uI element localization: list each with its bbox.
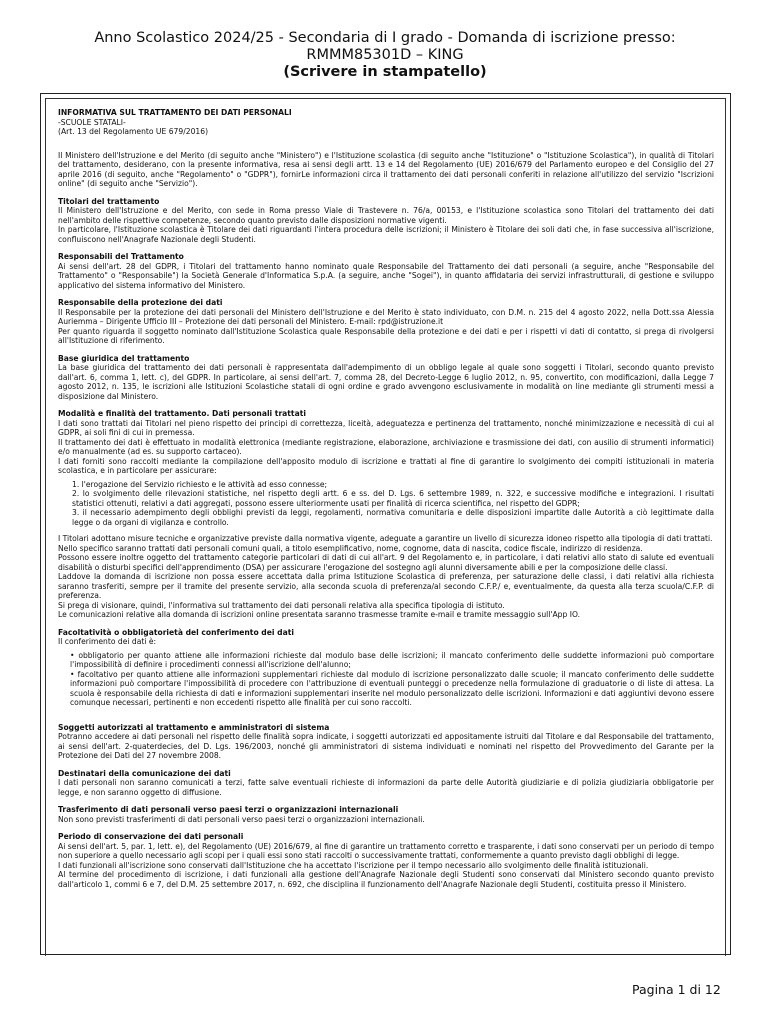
section-heading: Titolari del trattamento bbox=[58, 196, 160, 206]
paragraph: Non sono previsti trasferimenti di dati personali verso paesi terzi o organizzazioni internazionali. bbox=[58, 814, 425, 824]
paragraph: Potranno accedere ai dati personali nel rispetto delle finalità sopra indicate, i soggetti autorizzati ed appositamente istruiti dal Titolare e dal Responsabile del trattamento, ai sensi dell'art. 2-quaterdecies, del D. Lgs. 196/2003, nonché gli amministratori di sistema individuati e nominati nel rispetto del Provvedimento del Garante per la Protezione dei Dati del 27 novembre 2008. bbox=[58, 732, 714, 760]
paragraph: Ai sensi dell'art. 28 del GDPR, i Titolari del trattamento hanno nominato quale Responsabile del Trattamento dei dati personali (a seguire, anche "Responsabile del Trattamento" o "Responsabile") la Società Generale d'Informatica S.p.A. (a seguire, anche "Sogei"), in quanto affidataria dei servizi infrastrutturali, di gestione e sviluppo applicativo del sistema informativo del Ministero. bbox=[58, 261, 714, 290]
paragraph: I dati funzionali all'iscrizione sono conservati dall'Istituzione che ha accettato l'iscrizione per il tempo necessario allo svolgimento delle finalità istituzionali. bbox=[58, 860, 649, 870]
paragraph: Al termine del procedimento di iscrizione, i dati funzionali alla gestione dell'Anagrafe Nazionale degli Studenti sono conservati dal Ministero secondo quanto previsto dall'articolo 1, commi 6 e 7, del D.M. 25 settembre 2017, n. 692, che disciplina il funzionamento dell'Anagrafe Nazionale degli Studenti, costituita presso il Ministero. bbox=[58, 870, 714, 889]
section-heading: Facoltatività o obbligatorietà del conferimento dei dati bbox=[58, 627, 294, 637]
notice-subtitle: -SCUOLE STATALI- bbox=[58, 117, 126, 127]
paragraph: I dati personali non saranno comunicati a terzi, fatte salve eventuali richieste di informazioni da parte delle Autorità giudiziarie e di polizia giudiziaria obbligatorie per legge, e non saranno oggetto di diffusione. bbox=[58, 778, 714, 797]
section-heading: Responsabile della protezione dei dati bbox=[58, 298, 223, 307]
paragraph: Nello specifico saranno trattati dati personali comuni quali, a titolo esemplificativo, nome, cognome, data di nascita, codice fiscale, indirizzo di residenza. bbox=[58, 543, 643, 553]
paragraph: La base giuridica del trattamento dei dati personali è rappresentata dall'adempimento di un obbligo legale al quale sono soggetti i Titolari, secondo quanto previsto dall'art. 6, comma 1, lett. c), del GDPR. In particolare, ai sensi dell'art. 7, comma 28, del Decreto-Legge 6 luglio 2012, n. 95, convertito, con modificazioni, dalla Legge 7 agosto 2012, n. 135, le iscrizioni alle Istituzioni Scolastiche statali di ogni ordine e grado avvengono esclusivamente in modalità on line mediante gli strumenti messi a disposizione dal Ministero. bbox=[58, 363, 714, 401]
notice-title: INFORMATIVA SUL TRATTAMENTO DEI DATI PERSONALI bbox=[58, 108, 292, 117]
section-heading: Soggetti autorizzati al trattamento e amministratori di sistema bbox=[58, 722, 330, 732]
page-number: Pagina 1 di 12 bbox=[632, 982, 721, 997]
section-heading: Modalità e finalità del trattamento. Dati personali trattati bbox=[58, 409, 306, 418]
list-item: 3. il necessario adempimento degli obblighi previsti da leggi, regolamenti, normativa comunitaria e delle disposizioni impartite dalle Autorità a ciò legittimate dalla legge o da organi di vigilanza e controllo. bbox=[72, 508, 714, 527]
paragraph: I dati sono trattati dai Titolari nel pieno rispetto dei principi di correttezza, liceità, adeguatezza e pertinenza del trattamento, nonché minimizzazione e necessità di cui al GDPR, ai soli fini di cui in premessa. bbox=[58, 418, 714, 437]
section-heading: Base giuridica del trattamento bbox=[58, 353, 190, 363]
paragraph: In particolare, l'Istituzione scolastica è Titolare dei dati riguardanti l'intera procedura delle iscrizioni; il Ministero è Titolare dei soli dati che, in fase successiva all'iscrizione, confluiscono nell'Anagrafe Nazionale degli Studenti. bbox=[58, 225, 714, 244]
header-school-code: RMMM85301D – KING bbox=[306, 47, 464, 63]
paragraph: I Titolari adottano misure tecniche e organizzative previste dalla normativa vigente, adeguate a garantire un livello di sicurezza idoneo rispetto alla tipologia di dati trattati. bbox=[58, 534, 713, 543]
paragraph: Il conferimento dei dati è: bbox=[58, 637, 157, 646]
section-heading: Destinatari della comunicazione dei dati bbox=[58, 768, 231, 778]
section-heading: Responsabili del Trattamento bbox=[58, 252, 184, 261]
notice-reference: (Art. 13 del Regolamento UE 679/2016) bbox=[58, 127, 209, 136]
header-instruction: (Scrivere in stampatello) bbox=[283, 64, 487, 80]
paragraph: Ai sensi dell'art. 5, par. 1, lett. e), del Regolamento (UE) 2016/679, al fine di garantire un trattamento corretto e trasparente, i dati sono conservati per un periodo di tempo non superiore a quello necessario agli scopi per i quali essi sono stati raccolti o successivamente trattati, conformemente a quanto previsto dagli obblighi di legge. bbox=[58, 841, 714, 860]
document-header bbox=[0, 30, 770, 81]
header-title: Anno Scolastico 2024/25 - Secondaria di I grado - Domanda di iscrizione presso: bbox=[94, 30, 676, 46]
privacy-notice bbox=[58, 108, 714, 889]
paragraph: I dati forniti sono raccolti mediante la compilazione dell'apposito modulo di iscrizione e trattati al fine di garantire lo svolgimento dei compiti istituzionali in materia scolastica, e in particolare per assicurare: bbox=[58, 456, 714, 475]
paragraph: Il trattamento dei dati è effettuato in modalità elettronica (mediante registrazione, elaborazione, archiviazione e trasmissione dei dati, con ausilio di strumenti informatici) e/o manualmente (ad es. su supporto cartaceo). bbox=[58, 437, 714, 456]
notice-intro: Il Ministero dell'Istruzione e del Merito (di seguito anche "Ministero") e l'Istituzione scolastica (di seguito anche "Istituzione" o "Istituzione Scolastica"), in qualità di Titolari del trattamento, desiderano, con la presente informativa, resa ai sensi degli artt. 13 e 14 del Regolamento (UE) 2016/679 del Parlamento europeo e del Consiglio del 27 aprile 2016 (di seguito, anche "Regolamento" o "GDPR"), fornirLe informazioni circa il trattamento dei dati personali conferiti in relazione all'utilizzo del servizio "Iscrizioni online" (di seguito anche "Servizio"). bbox=[58, 150, 714, 188]
section-heading: Trasferimento di dati personali verso paesi terzi o organizzazioni internazionali bbox=[58, 805, 399, 814]
list-item: 2. lo svolgimento delle rilevazioni statistiche, nel rispetto degli artt. 6 e ss. del D. Lgs. 6 settembre 1989, n. 322, e successive modifiche e integrazioni. I risultati statistici ottenuti, relativi a dati aggregati, possono essere ulteriormente usati per finalità di ricerca scientifica, nel rispetto del GDPR; bbox=[72, 489, 714, 508]
paragraph: Il Responsabile per la protezione dei dati personali del Ministero dell'Istruzione e del Merito è stato individuato, con D.M. n. 215 del 4 agosto 2022, nella Dott.ssa Alessia Auriemma – Dirigente Ufficio III – Protezione dei dati personali del Ministero. E-mail: rpd@istruzione.it bbox=[58, 307, 714, 326]
section-heading: Periodo di conservazione dei dati personali bbox=[58, 832, 244, 841]
list-item: 1. l'erogazione del Servizio richiesto e le attività ad esso connesse; bbox=[72, 479, 328, 489]
list-item: • obbligatorio per quanto attiene alle informazioni richieste dal modulo base delle iscrizioni; il mancato conferimento delle suddette informazioni può comportare l'impossibilità di definire i procedimenti connessi all'iscrizione dell'alunno; bbox=[70, 650, 714, 669]
paragraph: Il Ministero dell'Istruzione e del Merito, con sede in Roma presso Viale di Trastevere n. 76/a, 00153, e l'Istituzione scolastica sono Titolari del trattamento dei dati nell'ambito delle rispettive competenze, secondo quanto previsto dalle disposizioni normative vigenti. bbox=[58, 206, 714, 225]
paragraph: Laddove la domanda di iscrizione non possa essere accettata dalla prima Istituzione Scolastica di preferenza, per saturazione delle classi, i dati relativi alla richiesta saranno trasferiti, sempre per il tramite del presente servizio, alla seconda scuola di preferenza/al secondo C.F.P./ e, eventualmente, da questa alla terza scuola/C.F.P. di preferenza. bbox=[58, 572, 714, 600]
list-item: • facoltativo per quanto attiene alle informazioni supplementari richieste dal modulo di iscrizione personalizzato dalle scuole; il mancato conferimento delle suddette informazioni può comportare l'impossibilità di procedere con l'attribuzione di eventuali punteggi o precedenze nella formulazione di graduatorie o di liste di attesa. La scuola è responsabile della richiesta di dati e informazioni supplementari inserite nel modulo personalizzato delle iscrizioni. Informazioni e dati aggiuntivi devono essere comunque necessari, pertinenti e non eccedenti rispetto alle finalità per cui sono raccolti. bbox=[70, 669, 714, 707]
paragraph: Si prega di visionare, quindi, l'informativa sul trattamento dei dati personali relativa alla specifica tipologia di istituto. bbox=[58, 600, 505, 610]
paragraph: Possono essere inoltre oggetto del trattamento categorie particolari di dati di cui all'art. 9 del Regolamento e, in particolare, i dati relativi allo stato di salute ed eventuali disabilità o disturbi specifici dell'apprendimento (DSA) per assicurare l'erogazione del sostegno agli alunni diversamente abili e per la composizione delle classi. bbox=[58, 553, 714, 572]
paragraph: Le comunicazioni relative alla domanda di iscrizioni online presentata saranno trasmesse tramite e-mail e tramite messaggio sull'App IO. bbox=[58, 610, 581, 619]
paragraph: Per quanto riguarda il soggetto nominato dall'Istituzione Scolastica quale Responsabile della protezione e dei dati e per i rispetti vi dati di contatto, si prega di rivolgersi all'Istituzione di riferimento. bbox=[58, 326, 714, 345]
